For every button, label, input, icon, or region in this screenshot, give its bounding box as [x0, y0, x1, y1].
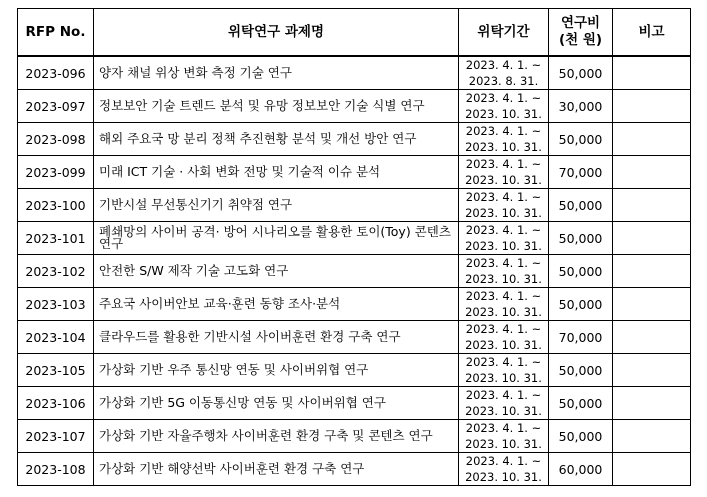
cell-task-title: 정보보안 기술 트렌드 분석 및 유망 정보보안 기술 식별 연구 [94, 90, 459, 123]
cell-task-title: 양자 채널 위상 변화 측정 기술 연구 [94, 56, 459, 90]
cell-note [613, 321, 691, 354]
period-start: 2023. 4. 1. ~ [465, 289, 542, 303]
cell-note [613, 90, 691, 123]
cell-budget: 50,000 [549, 288, 613, 321]
period-start: 2023. 4. 1. ~ [465, 256, 542, 270]
cell-budget: 50,000 [549, 123, 613, 156]
period-start: 2023. 4. 1. ~ [465, 322, 542, 336]
period-end: 2023. 10. 31. [465, 305, 542, 319]
period-start: 2023. 4. 1. ~ [465, 58, 542, 72]
cell-budget: 70,000 [549, 156, 613, 189]
period-end: 2023. 10. 31. [465, 239, 542, 253]
cell-budget: 50,000 [549, 255, 613, 288]
cell-period [459, 156, 549, 189]
cell-period [459, 189, 549, 222]
table-row [18, 123, 691, 156]
cell-period [459, 222, 549, 255]
header-period: 위탁기간 [459, 9, 549, 57]
period-end: 2023. 10. 31. [465, 371, 542, 385]
cell-period [459, 123, 549, 156]
cell-rfp-no: 2023-102 [18, 255, 94, 288]
table-row [18, 420, 691, 453]
cell-rfp-no: 2023-107 [18, 420, 94, 453]
cell-period [459, 420, 549, 453]
period-start: 2023. 4. 1. ~ [465, 421, 542, 435]
cell-rfp-no: 2023-101 [18, 222, 94, 255]
table-header [18, 9, 691, 57]
cell-rfp-no: 2023-096 [18, 56, 94, 90]
period-start: 2023. 4. 1. ~ [465, 223, 542, 237]
cell-task-title: 안전한 S/W 제작 기술 고도화 연구 [94, 255, 459, 288]
cell-task-title: 주요국 사이버안보 교육·훈련 동향 조사·분석 [94, 288, 459, 321]
table-row [18, 255, 691, 288]
cell-task-title: 가상화 기반 5G 이동통신망 연동 및 사이버위협 연구 [94, 387, 459, 420]
cell-budget: 50,000 [549, 354, 613, 387]
period-end: 2023. 10. 31. [465, 107, 542, 121]
cell-period [459, 354, 549, 387]
cell-budget: 60,000 [549, 453, 613, 486]
table-row [18, 56, 691, 90]
table-row [18, 321, 691, 354]
cell-task-title: 기반시설 무선통신기기 취약점 연구 [94, 189, 459, 222]
cell-task-title: 가상화 기반 우주 통신망 연동 및 사이버위협 연구 [94, 354, 459, 387]
cell-budget: 30,000 [549, 90, 613, 123]
cell-budget: 50,000 [549, 387, 613, 420]
cell-rfp-no: 2023-100 [18, 189, 94, 222]
cell-note [613, 189, 691, 222]
table-row [18, 354, 691, 387]
cell-budget: 50,000 [549, 420, 613, 453]
cell-rfp-no: 2023-105 [18, 354, 94, 387]
period-end: 2023. 10. 31. [465, 173, 542, 187]
header-task-title: 위탁연구 과제명 [94, 9, 459, 57]
cell-rfp-no: 2023-106 [18, 387, 94, 420]
period-start: 2023. 4. 1. ~ [465, 388, 542, 402]
cell-period [459, 288, 549, 321]
cell-note [613, 255, 691, 288]
cell-task-title: 가상화 기반 자율주행차 사이버훈련 환경 구축 및 콘텐츠 연구 [94, 420, 459, 453]
cell-note [613, 387, 691, 420]
table-body [18, 56, 691, 486]
cell-task-title: 클라우드를 활용한 기반시설 사이버훈련 환경 구축 연구 [94, 321, 459, 354]
cell-rfp-no: 2023-103 [18, 288, 94, 321]
cell-rfp-no: 2023-108 [18, 453, 94, 486]
header-budget-line2: (천 원) [558, 32, 603, 48]
table-row [18, 453, 691, 486]
cell-task-title: 가상화 기반 해양선박 사이버훈련 환경 구축 연구 [94, 453, 459, 486]
cell-period [459, 255, 549, 288]
research-task-table [17, 8, 691, 486]
cell-task-title: 해외 주요국 망 분리 정책 추진현황 분석 및 개선 방안 연구 [94, 123, 459, 156]
table-row [18, 222, 691, 255]
table-row [18, 189, 691, 222]
period-start: 2023. 4. 1. ~ [465, 157, 542, 171]
cell-note [613, 156, 691, 189]
table-row [18, 387, 691, 420]
cell-budget: 70,000 [549, 321, 613, 354]
header-note: 비고 [613, 9, 691, 57]
cell-period [459, 90, 549, 123]
cell-note [613, 222, 691, 255]
header-rfp-no: RFP No. [18, 9, 94, 57]
period-end: 2023. 10. 31. [465, 470, 542, 484]
cell-budget: 50,000 [549, 189, 613, 222]
period-end: 2023. 10. 31. [465, 206, 542, 220]
cell-note [613, 56, 691, 90]
table-row [18, 90, 691, 123]
cell-period [459, 56, 549, 90]
period-end: 2023. 10. 31. [465, 140, 542, 154]
period-start: 2023. 4. 1. ~ [465, 355, 542, 369]
period-end: 2023. 10. 31. [465, 437, 542, 451]
period-start: 2023. 4. 1. ~ [465, 91, 542, 105]
period-end: 2023. 10. 31. [465, 404, 542, 418]
header-budget [549, 9, 613, 57]
cell-note [613, 288, 691, 321]
cell-period [459, 387, 549, 420]
cell-rfp-no: 2023-097 [18, 90, 94, 123]
cell-budget: 50,000 [549, 222, 613, 255]
cell-note [613, 354, 691, 387]
header-row [18, 9, 691, 57]
cell-period [459, 453, 549, 486]
period-start: 2023. 4. 1. ~ [465, 454, 542, 468]
cell-task-title: 미래 ICT 기술 · 사회 변화 전망 및 기술적 이슈 분석 [94, 156, 459, 189]
cell-rfp-no: 2023-099 [18, 156, 94, 189]
period-start: 2023. 4. 1. ~ [465, 190, 542, 204]
cell-period [459, 321, 549, 354]
cell-task-title: 폐쇄망의 사이버 공격· 방어 시나리오를 활용한 토이(Toy) 콘텐츠 연구 [94, 222, 459, 255]
table-row [18, 288, 691, 321]
period-end: 2023. 8. 31. [468, 74, 539, 88]
table-row [18, 156, 691, 189]
period-end: 2023. 10. 31. [465, 338, 542, 352]
cell-rfp-no: 2023-104 [18, 321, 94, 354]
cell-rfp-no: 2023-098 [18, 123, 94, 156]
header-budget-line1: 연구비 [560, 15, 601, 31]
cell-budget: 50,000 [549, 56, 613, 90]
cell-note [613, 123, 691, 156]
cell-note [613, 420, 691, 453]
period-start: 2023. 4. 1. ~ [465, 124, 542, 138]
period-end: 2023. 10. 31. [465, 272, 542, 286]
cell-note [613, 453, 691, 486]
